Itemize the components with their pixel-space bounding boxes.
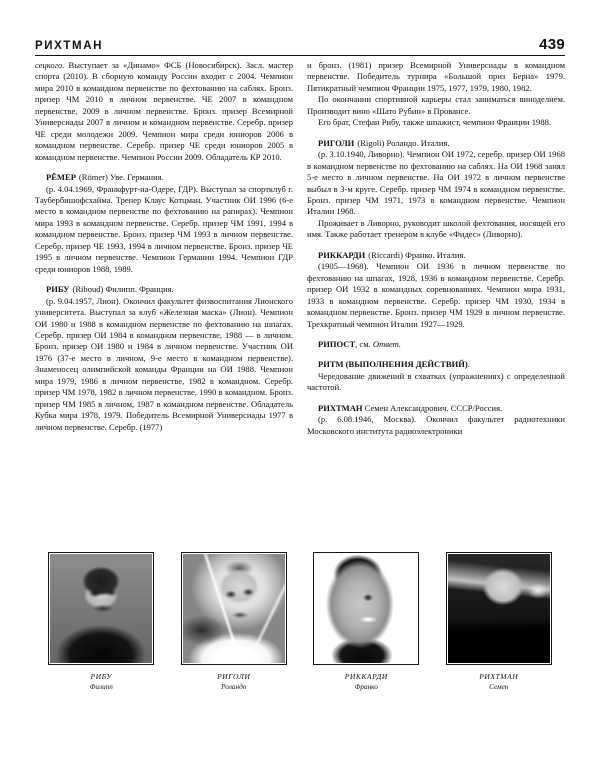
photo-frame bbox=[181, 552, 287, 665]
headword: РИПОСТ bbox=[318, 338, 356, 349]
caption-firstname: Семен bbox=[489, 682, 509, 691]
headword-rest: . bbox=[467, 359, 470, 370]
paragraph-rigoli-body: (р. 3.10.1940, Ливорно). Чемпион ОИ 1972, серебр. призер ОИ 1968 в командном первенстве по фехтованию на саблях. На ОИ 1968 занял 5-е место в личном первенстве. На ОИ 1972 в личном первенстве выбыл в 3-м круге. Серебр. призер ЧМ 1974 в командном первенстве. Бронз. призер ЧМ 1971, 1973 в командном первенстве. Чемпион Италии 1968. bbox=[307, 149, 565, 217]
cross-reference[interactable]: Ответ. bbox=[372, 338, 402, 349]
paragraph-riboud-tail: и бронз. (1981) призер Всемирной Универсиады в командном первенстве. Победитель турнира «Большой приз Берна» 1979. Пятикратный чемпион Франции 1975, 1977, 1979, 1980, 1982. bbox=[307, 60, 565, 93]
caption-surname: РИГОЛИ bbox=[217, 671, 251, 681]
caption-surname: РИХТМАН bbox=[479, 671, 519, 681]
paragraph-ritm-body: Чередование движений в схватках (упражнениях) с определенной частотой. bbox=[307, 370, 565, 393]
paragraph-riccardi-body: (1905—1968). Чемпион ОИ 1936 в личном первенстве по фехтованию на шпагах, 1928, 1936 в командном первенстве. Серебр. призер ОИ 1932 в командных соревнованиях. Чемпион мира 1931, 1933 в командном первенстве. Серебр. призер ЧМ 1930, 1934 в командном первенстве. Бронз. призер ЧМ 1929 в личном первенстве. Трехкратный чемпион Италии 1927—1929. bbox=[307, 261, 565, 329]
paragraph-romer-body: (р. 4.04.1969, Франкфурт-на-Одере, ГДР). Выступал за спортклуб г. Таубербишофсхайма. Тренер Клаус Котцман. Участник ОИ 1996 (6-е место в командном первенстве по фехтованию на рапирах). Чемпион мира 1993 в командном первенстве. Серебр. призер ЧМ 1991, 1994 в командном первенстве. Бронз. призер ЧМ 1993 в личном первенстве. Серебр. призер ЧЕ 1993, 1994 в личном первенстве. Бронз. призер ЧЕ 1995 в личном первенстве. Чемпион Германии 1994. Чемпион ГДР среди юниоров 1988, 1989. bbox=[35, 183, 293, 274]
entry-heading-riccardi bbox=[307, 250, 565, 261]
paragraph-riboud-brother: Его брат, Стефан Рибу, также шпажист, чемпион Франции 1988. bbox=[318, 117, 551, 128]
portrait-photo-riccardi bbox=[315, 554, 417, 663]
photo-caption bbox=[217, 672, 250, 692]
caption-surname: РИККАРДИ bbox=[344, 671, 388, 681]
headword-rest: Уве. Германия. bbox=[107, 172, 164, 183]
entry-heading-riboud bbox=[35, 284, 293, 295]
entry-heading-romer bbox=[35, 172, 293, 183]
entry-heading-ritm bbox=[307, 359, 565, 370]
paragraph-text: Выступает за «Динамо» ФСБ (Новосибирск). Засл. мастер спорта (2010). В сборную команду России входит с 2004. Чемпион мира 2010 в командном первенстве по фехтованию на саблях. Бронз. призер ЧМ 2010 в личном первенстве. ЧЕ 2007 в командном первенстве, 2009 в личном первенстве. Бронз. призер Всемирной Универсиады 2007 в личном и командном первенстве. Серебр. призер ЧЕ среди молодежи 2009. Чемпион мира среди юниоров 2006 в командном первенстве. Серебр. призер ЧЕ среди юниоров 2005 в командном первенстве. Чемпион России 2009. Обладатель КР 2010. bbox=[35, 60, 293, 162]
headword: РЁМЕР bbox=[46, 172, 76, 183]
text-columns bbox=[35, 60, 565, 532]
portrait-plate bbox=[168, 552, 301, 692]
headword-rest: , см. bbox=[355, 338, 373, 349]
headword: РИТМ (ВЫПОЛНЕНИЯ ДЕЙСТВИЙ) bbox=[318, 359, 468, 370]
photo-frame bbox=[446, 552, 552, 665]
caption-firstname: Франко bbox=[354, 682, 378, 691]
paragraph-rigoli-now: Проживает в Ливорно, руководит школой фехтования, носящей его имя. Также работает тренером в клубе «Фидес» (Ливорно). bbox=[307, 217, 565, 240]
caption-firstname: Филипп bbox=[89, 682, 113, 691]
headword-rest: Роландо. Италия. bbox=[384, 137, 450, 148]
portrait-plate bbox=[300, 552, 433, 692]
headword: РИГОЛИ bbox=[318, 137, 355, 148]
running-head bbox=[35, 30, 565, 56]
portrait-photo-rikhtman bbox=[448, 554, 550, 663]
headword-rest: Франко. Италия. bbox=[402, 249, 466, 260]
entry-heading-ripost bbox=[307, 339, 565, 350]
latin-form: (Riboud) bbox=[72, 284, 104, 295]
photo-caption bbox=[479, 672, 518, 692]
portrait-plate bbox=[35, 552, 168, 692]
latin-form: (Riccardi) bbox=[368, 249, 403, 260]
portrait-strip bbox=[35, 552, 565, 692]
photo-frame bbox=[48, 552, 154, 665]
headword: РИБУ bbox=[46, 284, 70, 295]
portrait-plate bbox=[433, 552, 566, 692]
portrait-photo-rigoli bbox=[183, 554, 285, 663]
headword: РИККАРДИ bbox=[318, 249, 366, 260]
left-column bbox=[35, 60, 293, 532]
paragraph-riboud-body: (р. 9.04.1957, Лион). Окончил факультет физвоспитания Лионского университета. Выступал за клуб «Железная маска» (Лион). Чемпион ОИ 1980 и 1988 в командном первенстве по фехтованию на шпагах. Серебр. призер ОИ 1984 в командном первенстве, 1988 — в личном. Бронз. призер ОИ 1980 и 1984 в личном первенстве. Участник ОИ 1976 (37-е место в личном, 9-е место в командном первенстве). Знаменосец олимпийской команды Франции на ОИ 1988. Чемпион мира 1979, 1986 в личном первенстве, 1982 в командном. Серебр. призер ЧМ 1978, 1982 в личном первенстве, 1990 в командном. Бронз. призер ЧМ 1985 в личном, 1987 в командном первенстве. Обладатель Кубка мира 1978, 1979. Победитель Всемирной Универсиады 1977 в личном первенстве. Серебр. (1977) bbox=[35, 295, 293, 432]
italic-lead: сецкого. bbox=[35, 60, 65, 70]
paragraph-rikhtman-body: (р. 6.08.1946, Москва). Окончил факультет радиотехники Московского института радиоэлектроники bbox=[307, 414, 565, 436]
paragraph-ribakov-tail bbox=[35, 60, 293, 163]
photo-caption bbox=[90, 672, 113, 692]
caption-firstname: Роландо bbox=[221, 682, 247, 691]
headword: РИХТМАН bbox=[318, 402, 363, 413]
running-head-word: РИХТМАН bbox=[35, 39, 104, 52]
photo-caption bbox=[345, 672, 388, 692]
entry-heading-rigoli bbox=[307, 138, 565, 149]
portrait-photo-riboud bbox=[50, 554, 152, 663]
photo-frame bbox=[313, 552, 419, 665]
right-column bbox=[307, 60, 565, 532]
caption-surname: РИБУ bbox=[90, 671, 112, 681]
page-number: 439 bbox=[539, 36, 565, 53]
latin-form: (Römer) bbox=[78, 172, 108, 183]
headword-rest: Семен Александрович. СССР/Россия. bbox=[362, 402, 503, 413]
entry-heading-rikhtman bbox=[307, 403, 565, 414]
latin-form: (Rigoli) bbox=[357, 137, 385, 148]
paragraph-riboud-wine: По окончании спортивной карьеры стал заниматься виноделием. Производит вино «Шато Рубин» в Провансе. bbox=[307, 94, 565, 116]
headword-rest: Филипп. Франция. bbox=[103, 284, 174, 295]
